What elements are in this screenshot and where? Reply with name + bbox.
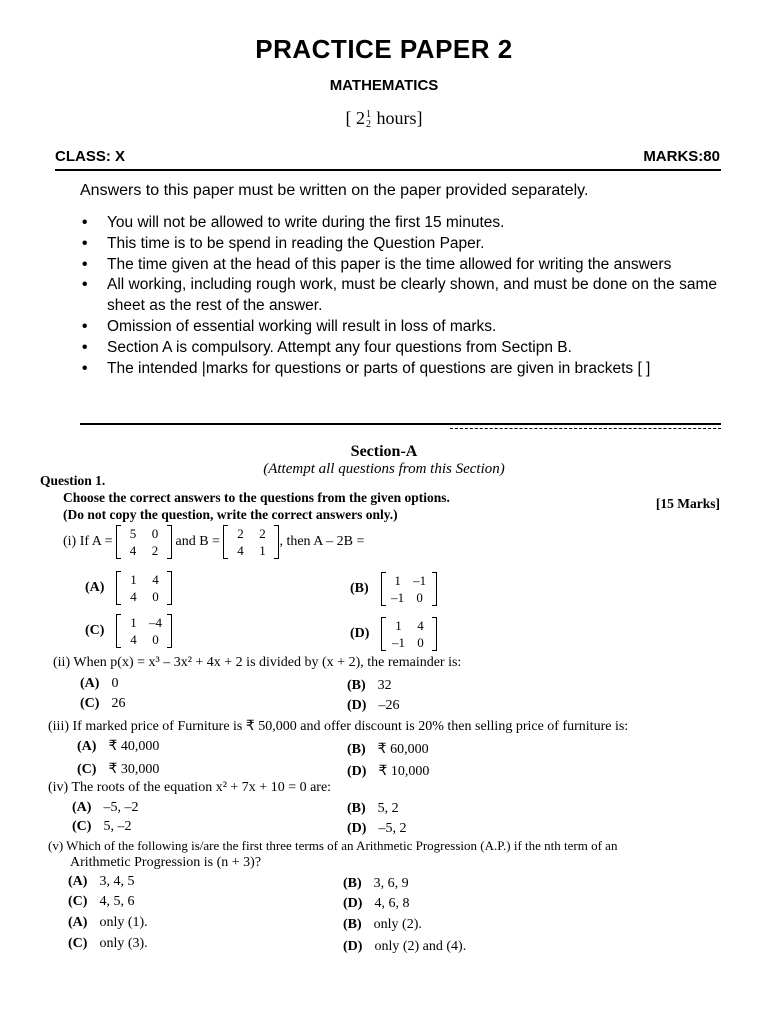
option-iii-a xyxy=(77,738,159,755)
option-label: (A) xyxy=(68,915,88,930)
matrix-cell: 2 xyxy=(151,543,159,558)
option-v-e xyxy=(68,915,148,931)
option-text: ₹ 40,000 xyxy=(108,739,160,754)
option-label: (B) xyxy=(347,678,366,693)
stem-suffix: , then A – 2B = xyxy=(279,534,365,550)
instruction-item: • The intended |marks for questions or parts of questions are given in brackets [ ] xyxy=(80,359,720,380)
question-marks: [15 Marks] xyxy=(655,496,720,511)
option-i-d xyxy=(350,617,437,651)
paper-title: PRACTICE PAPER 2 xyxy=(255,34,513,64)
question-label: Question 1. xyxy=(40,473,106,488)
option-v-f xyxy=(343,917,422,933)
option-text: ₹ 10,000 xyxy=(378,764,430,779)
duration-fraction xyxy=(366,110,371,130)
option-label: (A) xyxy=(68,874,88,889)
matrix-cell: 4 xyxy=(130,589,137,604)
matrix-cell: –1 xyxy=(391,590,405,605)
option-label: (B) xyxy=(350,581,369,597)
matrix-cell: 1 xyxy=(259,543,266,558)
option-iii-d xyxy=(347,763,429,780)
option-label: (D) xyxy=(343,896,363,911)
option-matrix xyxy=(116,571,172,605)
matrix-cell: 0 xyxy=(152,589,159,604)
option-iv-c xyxy=(72,819,131,835)
option-label: (C) xyxy=(68,936,88,951)
option-label: (B) xyxy=(347,742,366,757)
option-ii-c xyxy=(80,696,125,712)
instruction-item: • You will not be allowed to write during the first 15 minutes. xyxy=(80,213,720,234)
option-text: 26 xyxy=(111,696,126,711)
option-ii-b xyxy=(347,678,392,694)
option-iv-b xyxy=(347,801,399,817)
instruction-item: • Section A is compulsory. Attempt any four questions from Sectipn B. xyxy=(80,338,720,359)
option-ii-a xyxy=(80,676,118,692)
option-label: (A) xyxy=(72,800,92,815)
option-text: ₹ 60,000 xyxy=(377,742,429,757)
matrix-cell: 2 xyxy=(259,526,266,541)
matrix-cell: 4 xyxy=(129,543,137,558)
question-iv-stem: (iv) The roots of the equation x² + 7x + 10 = 0 are: xyxy=(48,780,332,795)
option-label: (A) xyxy=(77,739,97,754)
option-v-g xyxy=(68,936,148,952)
option-label: (C) xyxy=(77,762,97,777)
stem-and-b: and B = xyxy=(175,534,220,550)
option-i-b xyxy=(350,572,437,606)
option-text: 0 xyxy=(111,676,119,691)
instructions-list xyxy=(80,213,720,379)
option-label: (A) xyxy=(85,580,105,596)
option-v-b xyxy=(343,876,409,892)
option-label: (D) xyxy=(347,698,367,713)
matrix-cell: 4 xyxy=(417,618,424,633)
matrix-cell: –1 xyxy=(391,635,405,650)
option-text: 5, 2 xyxy=(377,801,399,816)
option-label: (B) xyxy=(343,876,362,891)
option-label: (C) xyxy=(72,819,92,834)
option-label: (C) xyxy=(80,696,100,711)
matrix-cell: 0 xyxy=(416,590,423,605)
instruction-item: • This time is to be spend in reading the Question Paper. xyxy=(80,234,720,255)
question-instruction: Choose the correct answers to the questions from the given options. xyxy=(63,490,450,505)
question-v-stem-line1: (v) Which of the following is/are the first three terms of an Arithmetic Progression (A.P.) if the nth term of an xyxy=(48,838,618,853)
question-i-stem xyxy=(63,525,364,559)
instruction-item: • The time given at the head of this paper is the time allowed for writing the answers xyxy=(80,255,720,276)
matrix-cell: 0 xyxy=(417,635,424,650)
option-label: (D) xyxy=(350,626,370,642)
option-text: ₹ 30,000 xyxy=(108,762,160,777)
option-text: only (2). xyxy=(373,917,422,932)
fraction-numerator: 1 xyxy=(366,108,371,120)
option-ii-d xyxy=(347,698,399,714)
option-text: 4, 5, 6 xyxy=(99,894,135,909)
option-label: (B) xyxy=(347,801,366,816)
question-instruction-note: (Do not copy the question, write the correct answers only.) xyxy=(63,507,398,522)
option-text: –5, –2 xyxy=(103,800,139,815)
matrix-cell: 4 xyxy=(237,543,244,558)
question-iii-stem: (iii) If marked price of Furniture is ₹ 50,000 and offer discount is 20% then selling price of furniture is: xyxy=(48,719,629,734)
option-label: (D) xyxy=(347,764,367,779)
fraction-denominator: 2 xyxy=(366,118,371,130)
option-text: only (1). xyxy=(99,915,148,930)
matrix-cell: 1 xyxy=(130,572,137,587)
duration xyxy=(0,108,768,130)
option-matrix xyxy=(116,614,172,648)
option-text: 32 xyxy=(377,678,392,693)
instructions-divider xyxy=(80,423,721,425)
option-label: (C) xyxy=(68,894,88,909)
option-label: (A) xyxy=(80,676,100,691)
matrix-cell: 0 xyxy=(151,526,159,541)
matrix-cell: 0 xyxy=(152,632,159,647)
option-text: only (2) and (4). xyxy=(374,939,467,954)
option-i-a xyxy=(85,571,172,605)
duration-prefix: [ 2 xyxy=(345,108,365,128)
instructions-heading: Answers to this paper must be written on the paper provided separately. xyxy=(80,182,589,199)
option-text: 5, –2 xyxy=(103,819,132,834)
instruction-item: • Omission of essential working will result in loss of marks. xyxy=(80,317,720,338)
option-label: (D) xyxy=(343,939,363,954)
matrix-cell: 1 xyxy=(394,573,401,588)
duration-suffix: hours] xyxy=(372,108,423,128)
option-text: –5, 2 xyxy=(378,821,407,836)
section-subtitle: (Attempt all questions from this Section) xyxy=(263,461,505,477)
option-v-c xyxy=(68,894,134,910)
matrix-cell: 1 xyxy=(130,615,137,630)
option-iv-d xyxy=(347,821,406,837)
option-iii-b xyxy=(347,741,429,758)
instruction-item: • All working, including rough work, must be clearly shown, and must be done on the same sheet as the rest of the answer. xyxy=(80,275,720,317)
option-text: only (3). xyxy=(99,936,148,951)
option-text: –26 xyxy=(378,698,400,713)
section-title: Section-A xyxy=(350,443,418,460)
option-matrix xyxy=(381,617,437,651)
matrix-cell: 4 xyxy=(130,632,137,647)
question-v-stem-line2: Arithmetic Progression is (n + 3)? xyxy=(70,855,262,870)
matrix-cell: 2 xyxy=(237,526,244,541)
option-matrix xyxy=(381,572,437,606)
option-i-c xyxy=(85,614,172,648)
option-v-d xyxy=(343,896,409,912)
option-label: (D) xyxy=(347,821,367,836)
option-text: 3, 4, 5 xyxy=(99,874,135,889)
matrix-b xyxy=(223,525,279,559)
matrix-cell: –1 xyxy=(413,573,427,588)
matrix-cell: 1 xyxy=(395,618,402,633)
dashed-divider xyxy=(450,428,721,429)
question-ii-stem: (ii) When p(x) = x³ – 3x² + 4x + 2 is divided by (x + 2), the remainder is: xyxy=(53,655,462,670)
option-text: 3, 6, 9 xyxy=(373,876,409,891)
option-iv-a xyxy=(72,800,138,816)
option-v-h xyxy=(343,939,466,955)
header-divider xyxy=(55,169,721,171)
marks-label: MARKS:80 xyxy=(643,148,720,165)
option-v-a xyxy=(68,874,134,890)
stem-prefix: (i) If A = xyxy=(63,534,113,550)
matrix-cell: –4 xyxy=(148,615,162,630)
option-label: (B) xyxy=(343,917,362,932)
matrix-cell: 4 xyxy=(152,572,159,587)
option-text: 4, 6, 8 xyxy=(374,896,410,911)
class-label: CLASS: X xyxy=(55,148,126,165)
subject-name: MATHEMATICS xyxy=(329,77,439,94)
option-label: (C) xyxy=(85,623,105,639)
matrix-cell: 5 xyxy=(129,526,137,541)
option-iii-c xyxy=(77,761,159,778)
matrix-a xyxy=(116,525,172,559)
